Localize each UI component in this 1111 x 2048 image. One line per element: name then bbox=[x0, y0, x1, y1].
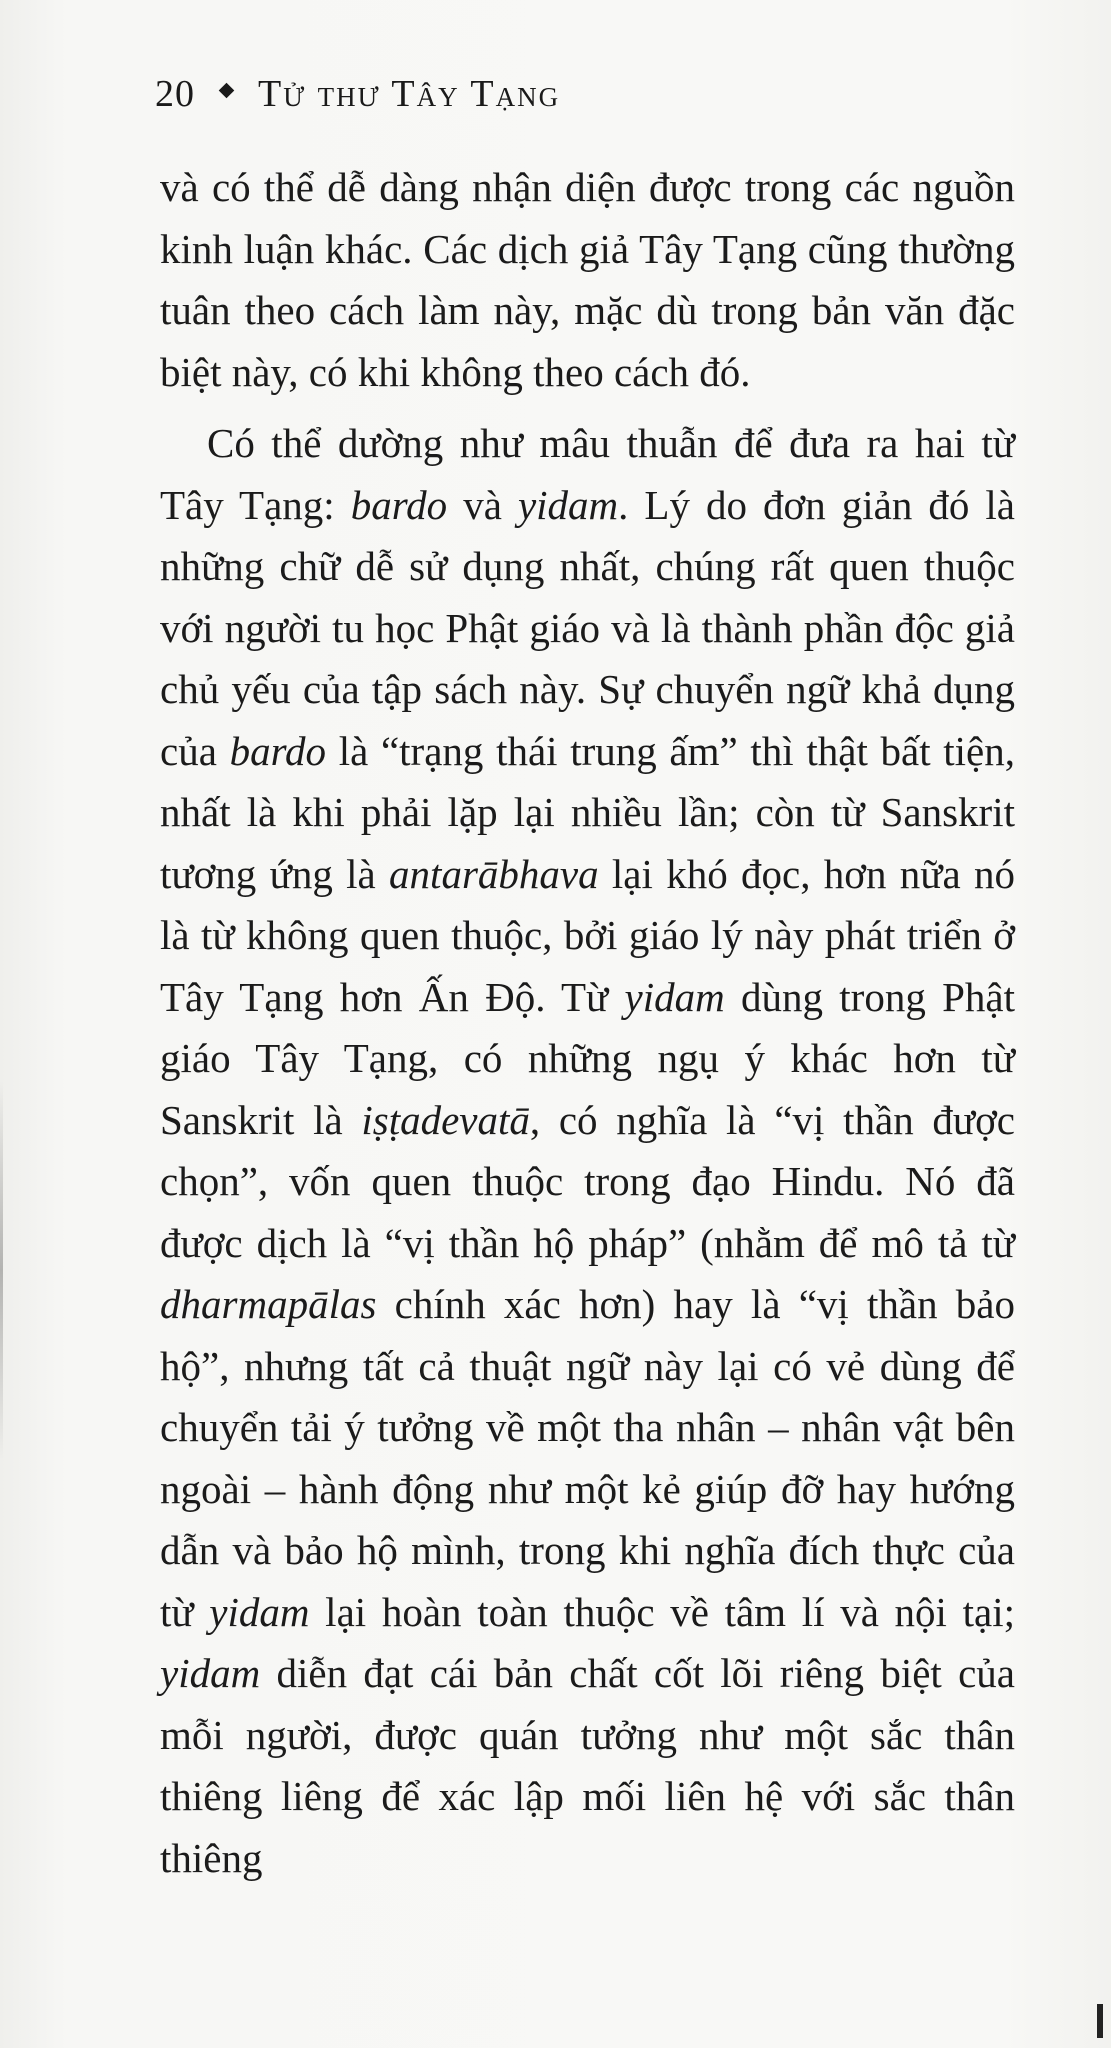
text-run: và bbox=[447, 481, 518, 528]
text-run: Có thể dường như mâu thuẫn để đưa ra hai từ Tây Tạng: bbox=[160, 420, 1015, 528]
italic-term: dharmapālas bbox=[160, 1281, 377, 1327]
text-run: . Lý do đơn giản đó là những chữ dễ sử dụng nhất, chúng rất quen thuộc với người tu học Phật giáo và là thành phần độc giả chủ yếu của tập sách này. Sự chuyển ngữ khả dụng của bbox=[160, 481, 1016, 774]
text-run: lại hoàn toàn thuộc về tâm lí và nội tại; bbox=[309, 1588, 1015, 1635]
italic-term: yidam bbox=[160, 1650, 261, 1696]
page-header bbox=[155, 72, 560, 116]
italic-term: yidam bbox=[517, 481, 619, 528]
page-edge-shadow bbox=[0, 1080, 3, 1460]
text-run: chính xác hơn) hay là “vị thần bảo hộ”, nhưng tất cả thuật ngữ này lại có vẻ dùng để chuyển tải ý tưởng về một tha nhân – nhân vật bên ngoài – hành động như một kẻ giúp đỡ hay hướng dẫn và bảo hộ mình, trong khi nghĩa đích thực của từ bbox=[160, 1281, 1015, 1635]
running-title: Tử thư Tây Tạng bbox=[258, 73, 561, 115]
text-run: là “trạng thái trung ấm” thì thật bất tiện, nhất là khi phải lặp lại nhiều lần; còn từ Sanskrit tương ứng là bbox=[160, 727, 1015, 897]
text-run: lại khó đọc, hơn nữa nó là từ không quen thuộc, bởi giáo lý này phát triển ở Tây Tạng hơn Ấn Độ. Từ bbox=[160, 850, 1015, 1020]
text-run: , có nghĩa là “vị thần được chọn”, vốn quen thuộc trong đạo Hindu. Nó đã được dịch là “vị thần hộ pháp” (nhằm để mô tả từ bbox=[160, 1096, 1015, 1266]
italic-term: yidam bbox=[624, 973, 725, 1020]
diamond-bullet-icon bbox=[219, 83, 235, 99]
text-run: và có thể dễ dàng nhận diện được trong các nguồn kinh luận khác. Các dịch giả Tây Tạng cũng thường tuân theo cách làm này, mặc dù trong bản văn đặc biệt này, có khi không theo cách đó. bbox=[160, 164, 1015, 395]
paragraph bbox=[160, 157, 1015, 403]
italic-term: bardo bbox=[350, 481, 448, 528]
italic-term: bardo bbox=[229, 727, 327, 774]
italic-term: antarābhava bbox=[389, 850, 599, 897]
italic-term: iṣṭadevatā bbox=[361, 1096, 530, 1143]
italic-term: yidam bbox=[209, 1588, 310, 1635]
page-number: 20 bbox=[155, 73, 195, 115]
paragraph bbox=[160, 413, 1015, 1889]
page-edge-mark bbox=[1097, 2004, 1103, 2038]
text-run: diễn đạt cái bản chất cốt lõi riêng biệt của mỗi người, được quán tưởng như một sắc thân thiêng liêng để xác lập mối liên hệ với sắc thân thiêng bbox=[160, 1650, 1015, 1881]
text-run: dùng trong Phật giáo Tây Tạng, có những ngụ ý khác hơn từ Sanskrit là bbox=[160, 973, 1015, 1143]
body-text bbox=[160, 157, 1015, 1889]
